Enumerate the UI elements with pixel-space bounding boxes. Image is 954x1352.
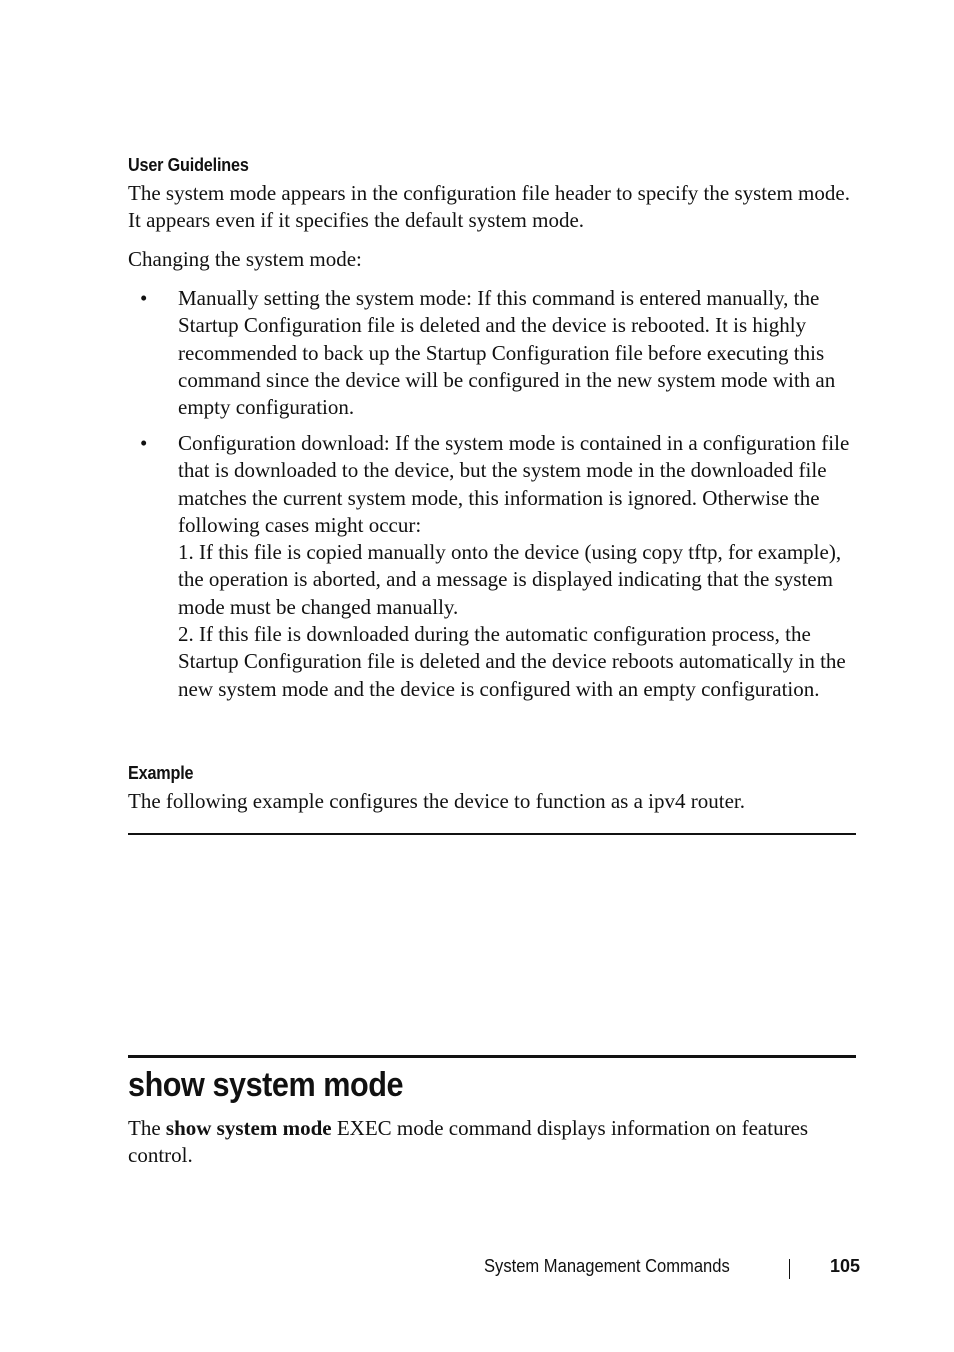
paragraph-changing-system-mode: Changing the system mode: xyxy=(128,247,362,271)
bullet-line-case-1: 1. If this file is copied manually onto the device (using copy tftp, for example), the operation is aborted, and a message is displayed indicating that the system mode must be changed manually. xyxy=(178,540,842,619)
command-description-suffix: EXEC mode command displays information on features control. xyxy=(128,1116,809,1168)
bullet-text xyxy=(178,430,858,703)
paragraph-example-description: The following example configures the device to function as a ipv4 router. xyxy=(128,789,745,813)
bullet-line-case-2: 2. If this file is downloaded during the automatic configuration process, the Startup Configuration file is deleted and the device reboots automatically in the new system mode and the device is configured with an empty configuration. xyxy=(178,622,846,701)
footer-section-title: System Management Commands xyxy=(484,1256,730,1276)
example-divider xyxy=(128,833,856,835)
command-description-prefix: The xyxy=(128,1116,166,1140)
bullet-icon: • xyxy=(140,286,148,310)
bullet-line-intro: Configuration download: If the system mode is contained in a configuration file that is downloaded to the device, but the system mode in the downloaded file matches the current system mode, this information is ignored. Otherwise the following cases might occur: xyxy=(178,431,850,537)
command-divider xyxy=(128,1055,856,1058)
command-description xyxy=(128,1115,858,1170)
bullet-icon: • xyxy=(140,431,148,455)
command-keyword: show system mode xyxy=(165,1116,332,1140)
section-heading-user-guidelines: User Guidelines xyxy=(128,155,249,175)
command-title: show system mode xyxy=(128,1066,404,1104)
footer-page-number: 105 xyxy=(830,1256,861,1276)
section-heading-example: Example xyxy=(128,763,194,783)
bullet-text: Manually setting the system mode: If this command is entered manually, the Startup Configuration file is deleted and the device is rebooted. It is highly recommended to back up the Startup Configuration file before executing this command since the device will be configured in the new system mode with an empty configuration. xyxy=(178,286,836,420)
paragraph-system-mode-header: The system mode appears in the configuration file header to specify the system mode. It appears even if it specifies the default system mode. xyxy=(128,181,850,233)
footer-separator xyxy=(789,1259,790,1279)
